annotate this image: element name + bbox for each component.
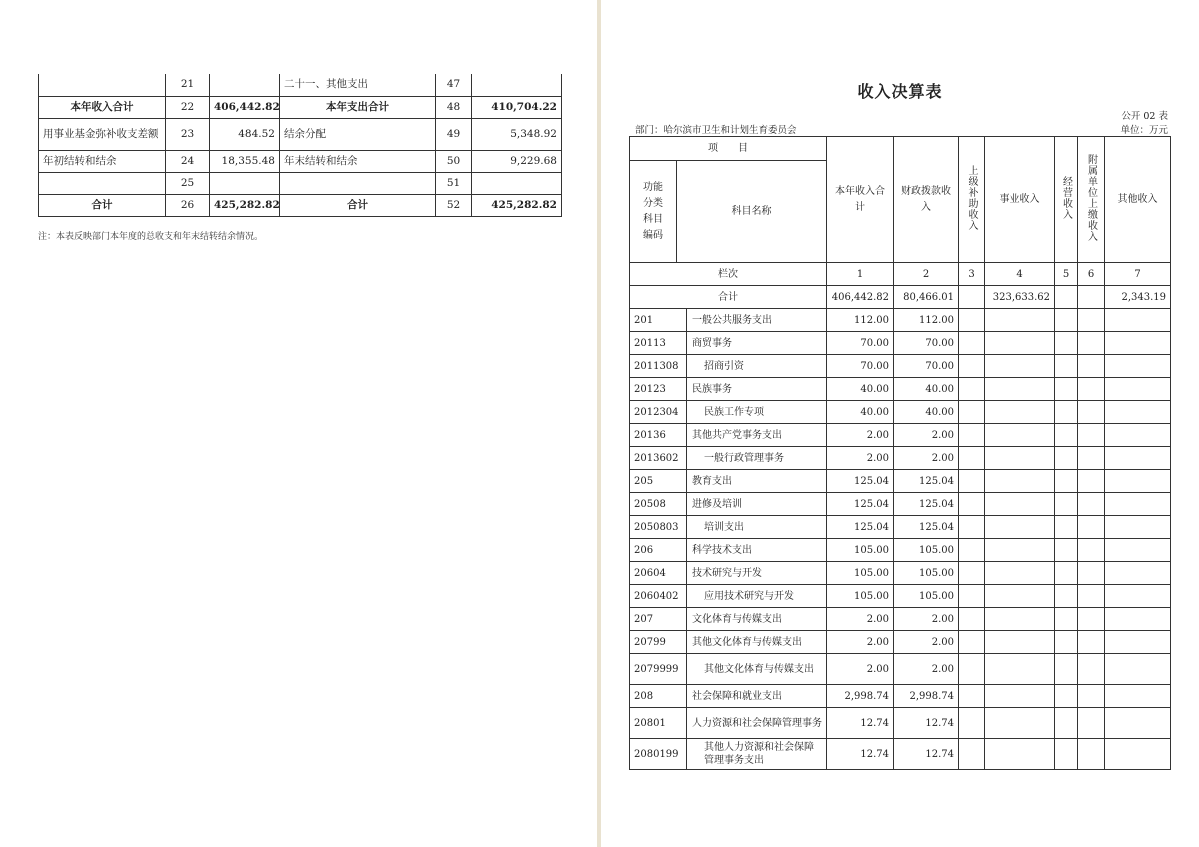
income-final-accounts-table — [629, 136, 1171, 770]
cell-no2: 51 — [436, 172, 472, 194]
cell-total-income: 125.04 — [827, 470, 894, 493]
cell-total-income: 70.00 — [827, 355, 894, 378]
cell-empty — [1105, 539, 1171, 562]
header-subject-name: 科目名称 — [677, 161, 827, 263]
cell-empty — [959, 470, 985, 493]
total-row: 合计 406,442.82 80,466.01 323,633.62 2,343.19 — [630, 286, 1171, 309]
cell-empty — [1055, 447, 1078, 470]
cell-no1: 22 — [166, 96, 210, 118]
cell-empty — [1055, 516, 1078, 539]
cell-no2: 50 — [436, 150, 472, 172]
cell-total-income: 2.00 — [827, 631, 894, 654]
table-row — [630, 332, 1171, 355]
cell-empty — [959, 631, 985, 654]
cell-no2: 47 — [436, 74, 472, 96]
right-page — [601, 0, 1199, 847]
table-row — [630, 401, 1171, 424]
cell-empty — [959, 401, 985, 424]
cell-total-income: 105.00 — [827, 585, 894, 608]
cell-empty — [1055, 685, 1078, 708]
department-label: 部门：哈尔滨市卫生和计划生育委员会 — [635, 125, 797, 136]
cell-total-income: 2.00 — [827, 608, 894, 631]
table-number: 公开 02 表 — [1121, 111, 1168, 122]
cell-name: 文化体育与传媒支出 — [687, 608, 827, 631]
table-row — [630, 562, 1171, 585]
cell-total-income: 105.00 — [827, 562, 894, 585]
cell-empty — [985, 685, 1055, 708]
cell-no1: 26 — [166, 194, 210, 216]
cell-empty — [1105, 631, 1171, 654]
cell-code: 20508 — [630, 493, 687, 516]
cell-no2: 52 — [436, 194, 472, 216]
cell-empty — [1105, 309, 1171, 332]
cell-label — [39, 172, 166, 194]
cell-empty — [1105, 708, 1171, 739]
cell-code: 2011308 — [630, 355, 687, 378]
cell-code: 20123 — [630, 378, 687, 401]
cell-empty — [985, 539, 1055, 562]
cell-label2: 结余分配 — [280, 118, 436, 150]
cell-empty — [1078, 631, 1105, 654]
cell-empty — [1078, 424, 1105, 447]
cell-no2: 49 — [436, 118, 472, 150]
cell-label: 用事业基金弥补收支差额 — [39, 118, 166, 150]
cell-total-income: 112.00 — [827, 309, 894, 332]
header-col2: 财政拨款收入 — [894, 137, 959, 263]
table-row — [630, 631, 1171, 654]
cell-total-income: 40.00 — [827, 401, 894, 424]
cell-name: 技术研究与开发 — [687, 562, 827, 585]
cell-empty — [985, 739, 1055, 770]
cell-name: 民族工作专项 — [687, 401, 827, 424]
table-row — [630, 493, 1171, 516]
cell-empty — [1078, 585, 1105, 608]
cell-name: 商贸事务 — [687, 332, 827, 355]
cell-amount2: 425,282.82 — [472, 194, 562, 216]
cell-amount2 — [472, 74, 562, 96]
cell-fiscal-income: 2.00 — [894, 424, 959, 447]
table-row — [630, 424, 1171, 447]
cell-empty — [985, 309, 1055, 332]
cell-code: 20604 — [630, 562, 687, 585]
cell-empty — [1105, 424, 1171, 447]
cell-empty — [959, 585, 985, 608]
cell-empty — [959, 562, 985, 585]
cell-empty — [1105, 516, 1171, 539]
cell-total-income: 2.00 — [827, 424, 894, 447]
cell-empty — [985, 424, 1055, 447]
cell-empty — [1078, 401, 1105, 424]
table-row — [630, 447, 1171, 470]
cell-empty — [1105, 355, 1171, 378]
cell-empty — [1055, 631, 1078, 654]
cell-empty — [1105, 447, 1171, 470]
cell-name: 其他文化体育与传媒支出 — [687, 654, 827, 685]
table-row — [630, 539, 1171, 562]
table-row — [39, 118, 562, 150]
cell-empty — [959, 608, 985, 631]
cell-code: 20136 — [630, 424, 687, 447]
table-row — [39, 194, 562, 216]
cell-name: 民族事务 — [687, 378, 827, 401]
header-col3: 上级补助收入 — [959, 137, 985, 263]
table-row — [630, 355, 1171, 378]
cell-empty — [985, 355, 1055, 378]
cell-empty — [959, 309, 985, 332]
cell-name: 科学技术支出 — [687, 539, 827, 562]
cell-label2: 年末结转和结余 — [280, 150, 436, 172]
cell-name: 教育支出 — [687, 470, 827, 493]
cell-empty — [1105, 378, 1171, 401]
cell-empty — [959, 516, 985, 539]
left-page — [0, 0, 597, 847]
cell-code: 20113 — [630, 332, 687, 355]
cell-amount1 — [210, 74, 280, 96]
cell-code: 2060402 — [630, 585, 687, 608]
cell-empty — [1105, 585, 1171, 608]
cell-amount2: 410,704.22 — [472, 96, 562, 118]
cell-empty — [1078, 447, 1105, 470]
header-col4: 事业收入 — [985, 137, 1055, 263]
table-row — [630, 378, 1171, 401]
cell-empty — [1105, 562, 1171, 585]
cell-name: 其他人力资源和社会保障管理事务支出 — [687, 739, 827, 770]
cell-code: 208 — [630, 685, 687, 708]
cell-empty — [1055, 401, 1078, 424]
cell-empty — [1078, 708, 1105, 739]
cell-total-income: 70.00 — [827, 332, 894, 355]
cell-label: 年初结转和结余 — [39, 150, 166, 172]
cell-fiscal-income: 12.74 — [894, 739, 959, 770]
cell-empty — [1078, 309, 1105, 332]
cell-empty — [1105, 739, 1171, 770]
cell-empty — [1078, 654, 1105, 685]
table-row — [630, 516, 1171, 539]
cell-name: 一般公共服务支出 — [687, 309, 827, 332]
cell-code: 20799 — [630, 631, 687, 654]
cell-fiscal-income: 2.00 — [894, 654, 959, 685]
table-row — [630, 685, 1171, 708]
cell-empty — [1105, 470, 1171, 493]
cell-total-income: 12.74 — [827, 708, 894, 739]
cell-amount2: 5,348.92 — [472, 118, 562, 150]
cell-empty — [1055, 585, 1078, 608]
table-row — [630, 708, 1171, 739]
cell-empty — [985, 654, 1055, 685]
cell-fiscal-income: 125.04 — [894, 516, 959, 539]
cell-empty — [959, 332, 985, 355]
cell-amount1: 406,442.82 — [210, 96, 280, 118]
cell-empty — [1078, 378, 1105, 401]
cell-empty — [1055, 493, 1078, 516]
table-note: 注：本表反映部门本年度的总收支和年末结转结余情况。 — [38, 232, 264, 242]
cell-fiscal-income: 2.00 — [894, 631, 959, 654]
page-title: 收入决算表 — [857, 82, 943, 101]
cell-empty — [985, 516, 1055, 539]
cell-code: 206 — [630, 539, 687, 562]
cell-empty — [1105, 401, 1171, 424]
cell-empty — [1055, 608, 1078, 631]
cell-empty — [1105, 608, 1171, 631]
cell-fiscal-income: 2.00 — [894, 608, 959, 631]
cell-fiscal-income: 40.00 — [894, 378, 959, 401]
cell-code: 20801 — [630, 708, 687, 739]
cell-empty — [959, 708, 985, 739]
cell-empty — [985, 493, 1055, 516]
cell-label2: 本年支出合计 — [280, 96, 436, 118]
cell-total-income: 40.00 — [827, 378, 894, 401]
cell-empty — [1055, 739, 1078, 770]
cell-total-income: 12.74 — [827, 739, 894, 770]
cell-empty — [959, 493, 985, 516]
cell-fiscal-income: 70.00 — [894, 332, 959, 355]
cell-empty — [1055, 654, 1078, 685]
cell-label: 合计 — [39, 194, 166, 216]
cell-label2 — [280, 172, 436, 194]
cell-empty — [1078, 516, 1105, 539]
table-row — [39, 150, 562, 172]
cell-code: 2013602 — [630, 447, 687, 470]
cell-empty — [1078, 562, 1105, 585]
cell-label: 本年收入合计 — [39, 96, 166, 118]
cell-code: 2079999 — [630, 654, 687, 685]
cell-amount1 — [210, 172, 280, 194]
cell-empty — [1078, 739, 1105, 770]
cell-name: 应用技术研究与开发 — [687, 585, 827, 608]
cell-no1: 25 — [166, 172, 210, 194]
cell-code: 207 — [630, 608, 687, 631]
table-row — [39, 96, 562, 118]
column-number-row: 栏次 1 2 3 4 5 6 7 — [630, 263, 1171, 286]
cell-empty — [959, 424, 985, 447]
cell-total-income: 125.04 — [827, 493, 894, 516]
header-col7: 其他收入 — [1105, 137, 1171, 263]
cell-total-income: 125.04 — [827, 516, 894, 539]
cell-empty — [1055, 355, 1078, 378]
table-row — [39, 74, 562, 96]
cell-fiscal-income: 40.00 — [894, 401, 959, 424]
cell-empty — [985, 401, 1055, 424]
cell-name: 进修及培训 — [687, 493, 827, 516]
cell-empty — [959, 447, 985, 470]
unit-label: 单位：万元 — [1120, 125, 1168, 136]
cell-amount1: 18,355.48 — [210, 150, 280, 172]
cell-name: 社会保障和就业支出 — [687, 685, 827, 708]
cell-empty — [985, 447, 1055, 470]
cell-empty — [959, 739, 985, 770]
header-func-code: 功能分类科目编码 — [630, 161, 677, 263]
cell-empty — [1078, 685, 1105, 708]
cell-fiscal-income: 105.00 — [894, 585, 959, 608]
cell-code: 205 — [630, 470, 687, 493]
cell-name: 其他文化体育与传媒支出 — [687, 631, 827, 654]
cell-total-income: 105.00 — [827, 539, 894, 562]
cell-total-income: 2.00 — [827, 654, 894, 685]
cell-empty — [985, 631, 1055, 654]
header-col1: 本年收入合计 — [827, 137, 894, 263]
cell-amount2 — [472, 172, 562, 194]
cell-fiscal-income: 112.00 — [894, 309, 959, 332]
cell-fiscal-income: 12.74 — [894, 708, 959, 739]
cell-no1: 21 — [166, 74, 210, 96]
header-row-item — [630, 137, 1171, 161]
cell-total-income: 2.00 — [827, 447, 894, 470]
cell-empty — [985, 608, 1055, 631]
table-row — [630, 309, 1171, 332]
cell-empty — [959, 355, 985, 378]
cell-amount2: 9,229.68 — [472, 150, 562, 172]
cell-empty — [1055, 708, 1078, 739]
header-item: 项 目 — [630, 137, 827, 161]
cell-empty — [985, 332, 1055, 355]
cell-label2: 二十一、其他支出 — [280, 74, 436, 96]
cell-empty — [985, 562, 1055, 585]
income-expense-summary-table — [38, 74, 562, 217]
cell-empty — [985, 470, 1055, 493]
cell-empty — [1078, 355, 1105, 378]
table-row — [630, 654, 1171, 685]
cell-fiscal-income: 2.00 — [894, 447, 959, 470]
cell-amount1: 425,282.82 — [210, 194, 280, 216]
cell-no1: 24 — [166, 150, 210, 172]
cell-empty — [985, 585, 1055, 608]
table-row — [630, 470, 1171, 493]
cell-empty — [1105, 493, 1171, 516]
cell-empty — [1055, 378, 1078, 401]
cell-name: 人力资源和社会保障管理事务 — [687, 708, 827, 739]
cell-fiscal-income: 70.00 — [894, 355, 959, 378]
cell-fiscal-income: 105.00 — [894, 539, 959, 562]
cell-code: 2050803 — [630, 516, 687, 539]
cell-label — [39, 74, 166, 96]
cell-empty — [1055, 539, 1078, 562]
cell-empty — [1055, 424, 1078, 447]
cell-code: 201 — [630, 309, 687, 332]
cell-empty — [1105, 332, 1171, 355]
cell-no2: 48 — [436, 96, 472, 118]
cell-empty — [1105, 654, 1171, 685]
cell-empty — [1055, 309, 1078, 332]
cell-empty — [1078, 539, 1105, 562]
cell-code: 2080199 — [630, 739, 687, 770]
cell-empty — [1078, 332, 1105, 355]
header-col5: 经营收入 — [1055, 137, 1078, 263]
cell-empty — [985, 378, 1055, 401]
cell-code: 2012304 — [630, 401, 687, 424]
cell-empty — [985, 708, 1055, 739]
cell-name: 培训支出 — [687, 516, 827, 539]
cell-fiscal-income: 2,998.74 — [894, 685, 959, 708]
cell-empty — [959, 378, 985, 401]
cell-name: 一般行政管理事务 — [687, 447, 827, 470]
cell-name: 其他共产党事务支出 — [687, 424, 827, 447]
cell-empty — [1055, 332, 1078, 355]
cell-empty — [1055, 470, 1078, 493]
table-row — [630, 739, 1171, 770]
table-row — [39, 172, 562, 194]
cell-empty — [1078, 470, 1105, 493]
cell-no1: 23 — [166, 118, 210, 150]
cell-amount1: 484.52 — [210, 118, 280, 150]
cell-empty — [959, 539, 985, 562]
cell-name: 招商引资 — [687, 355, 827, 378]
cell-empty — [1078, 493, 1105, 516]
cell-fiscal-income: 105.00 — [894, 562, 959, 585]
cell-empty — [1105, 685, 1171, 708]
table-row — [630, 608, 1171, 631]
table-row — [630, 585, 1171, 608]
header-col6: 附属单位上缴收入 — [1078, 137, 1105, 263]
cell-empty — [959, 685, 985, 708]
cell-empty — [959, 654, 985, 685]
cell-fiscal-income: 125.04 — [894, 470, 959, 493]
cell-total-income: 2,998.74 — [827, 685, 894, 708]
cell-label2: 合计 — [280, 194, 436, 216]
cell-empty — [1055, 562, 1078, 585]
cell-empty — [1078, 608, 1105, 631]
cell-fiscal-income: 125.04 — [894, 493, 959, 516]
